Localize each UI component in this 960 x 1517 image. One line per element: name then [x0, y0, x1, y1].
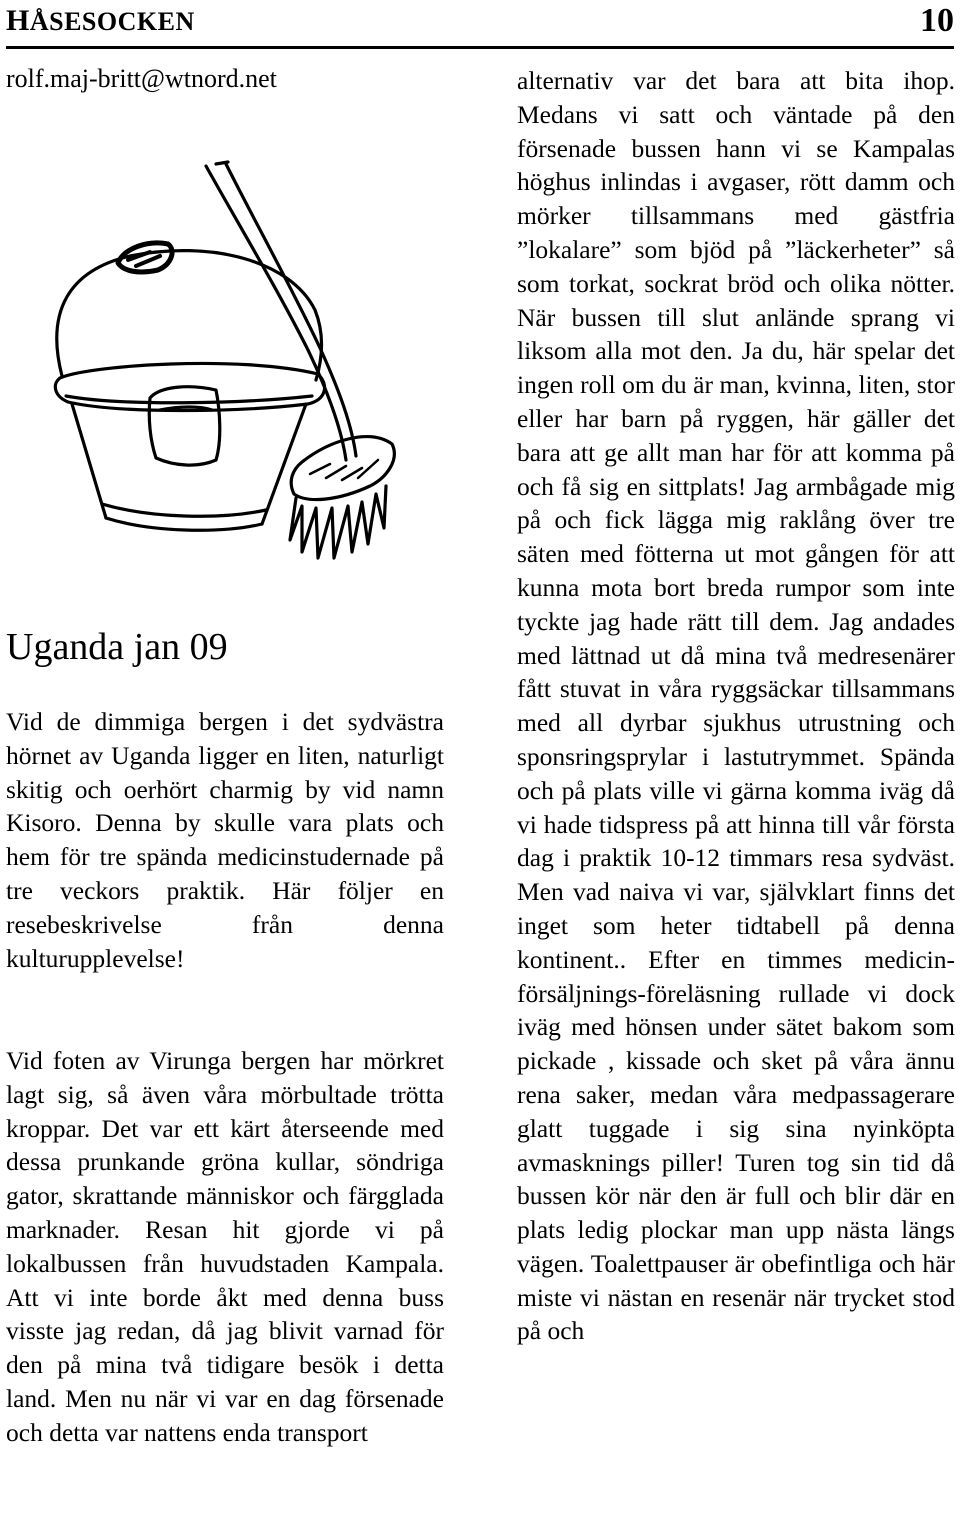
newsletter-title-rest: ÅSESOCKEN [29, 7, 195, 36]
left-column-paragraph-1 [6, 705, 444, 975]
page-header [6, 0, 954, 49]
bucket-and-broom-illustration [40, 160, 420, 580]
page-number: 10 [920, 2, 954, 39]
article-title: Uganda jan 09 [6, 626, 228, 668]
paragraph-text: alternativ var det bara att bita ihop. Medans vi satt och väntade på den försenade bussen hann vi se Kampalas höghus inlindas i avgaser, rött damm och mörker tillsammans med gästfria ”lokalare” som bjöd på ”läckerheter” så som torkat, sockrat bröd och olika nötter. När bussen till slut anlände sprang vi liksom alla mot den. Ja du, här spelar det ingen roll om du är man, kvinna, liten, stor eller har barn på ryggen, här gäller det bara att ge allt man har för att komma på och få sig en sittplats! Jag armbågade mig på och fick lägga mig raklång över tre säten med fötterna ut mot gången för att kunna mota bort breda rumpor som inte tyckte jag hade rätt till dem. Jag andades med lättnad ut då mina två medresenärer fått stuvat in våra ryggsäckar tillsammans med all dyrbar sjukhus utrustning och sponsringsprylar i lastutrymmet. Spända och på plats ville vi gärna komma iväg då vi hade tidspress på att hinna till vår första dag i praktik 10-12 timmars resa sydväst. Men vad naiva vi var, självklart finns det inget som heter tidtabell på denna kontinent.. Efter en timmes medicin-försäljnings-föreläsning rullade vi dock iväg med hönsen under sätet bakom som pickade , kissade och sket på våra ännu rena saker, medan våra medpassagerare glatt tuggade i sig sina nyinköpta avmasknings piller! Turen tog sin tid då bussen kör när den är full och blir där en plats ledig plockar man upp nästa längs vägen. Toalettpauser är obefintliga och här miste vi nästan en resenär när trycket stod på och [517, 66, 955, 1346]
paragraph-text: Vid de dimmiga bergen i det sydvästra hörnet av Uganda ligger en liten, naturligt skitig och oerhört charmig by vid namn Kisoro. Denna by skulle vara plats och hem för tre spända medicinstudernade på tre veckors praktik. Här följer en resebeskrivelse från denna kulturupplevelse! [6, 707, 444, 973]
right-column [517, 64, 955, 1348]
newsletter-title-initial: H [6, 4, 30, 37]
contact-email: rolf.maj-britt@wtnord.net [6, 64, 277, 93]
paragraph-text: Vid foten av Virunga bergen har mörkret lagt sig, så även våra mörbultade trötta kroppar. Det var ett kärt återseende med dessa prunkande gröna kullar, söndriga gator, skrattande människor och färgglada marknader. Resan hit gjorde vi på lokalbussen från huvudstaden Kampala. Att vi inte borde åkt med denna buss visste jag redan, då jag blivit varnad för den på mina två tidigare besök i detta land. Men nu när vi var en dag försenade och detta var nattens enda transport [6, 1046, 444, 1447]
left-column-paragraph-2 [6, 1044, 444, 1450]
newsletter-title [6, 4, 195, 39]
bucket-and-broom-icon [40, 160, 420, 580]
